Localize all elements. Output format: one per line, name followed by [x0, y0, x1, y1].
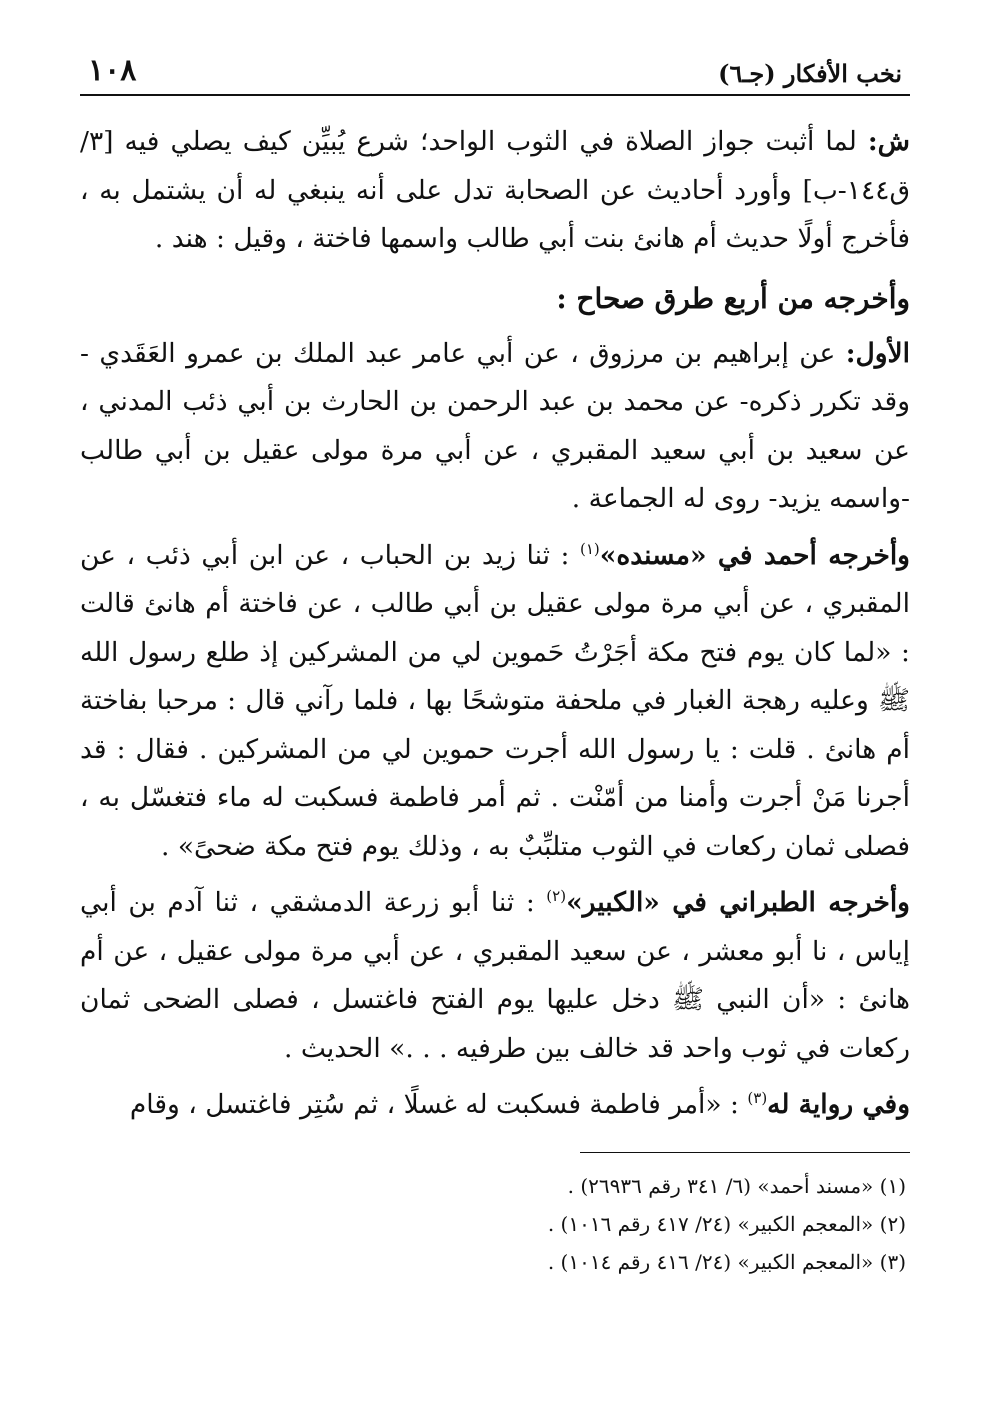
page-number: ١٠٨ — [88, 53, 137, 88]
paragraph-text: لما أثبت جواز الصلاة في الثوب الواحد؛ شرع يُبيِّن كيف يصلي فيه [٣/ق١٤٤-ب] وأورد أحاديث عن الصحابة تدل على أنه ينبغي له أن يشتمل به ، فأخرج أولًا حديث أم هانئ بنت أبي طالب واسمها فاختة ، وقيل : هند . — [80, 126, 910, 254]
footnote-ref: (١) — [579, 539, 600, 558]
footnote-divider — [580, 1152, 910, 1153]
paragraph-tabarani — [80, 879, 910, 1073]
paragraph-lead: وفي رواية له — [767, 1089, 910, 1120]
footnote-item: (٢) «المعجم الكبير» (٢٤/ ٤١٧ رقم ١٠١٦) . — [547, 1211, 906, 1236]
paragraph-text: : «أمر فاطمة فسكبت له غسلًا ، ثم سُتِر فاغتسل ، وقام — [129, 1089, 748, 1120]
footnote-ref: (٣) — [747, 1089, 768, 1108]
paragraph-lead: ش: — [867, 126, 910, 157]
paragraph-text: : ثنا أبو زرعة الدمشقي ، ثنا آدم بن أبي إياس ، نا أبو معشر ، عن سعيد المقبري ، عن أبي مرة مولى عقيل ، عن أم هانئ : «أن النبي ﷺ دخل عليها يوم الفتح فاغتسل ، فصلى الضحى ثمان ركعات في ثوب واحد قد خالف بين طرفيه . . .» الحديث . — [80, 887, 910, 1064]
paragraph-lead: الأول: — [845, 337, 910, 369]
running-header — [80, 40, 910, 96]
footnote-item: (٣) «المعجم الكبير» (٢٤/ ٤١٦ رقم ١٠١٤) . — [547, 1249, 906, 1274]
paragraph-text: عن إبراهيم بن مرزوق ، عن أبي عامر عبد الملك بن عمرو العَقَدي - وقد تكرر ذكره- عن محمد بن عبد الرحمن بن الحارث بن أبي ذئب المدني ، عن سعيد بن أبي سعيد المقبري ، عن أبي مرة مولى عقيل بن أبي طالب -واسمه يزيد- روى له الجماعة . — [80, 337, 910, 514]
paragraph-riwaya — [80, 1081, 910, 1130]
footnotes-list — [80, 1167, 910, 1281]
paragraph-lead: وأخرجه الطبراني في «الكبير» — [566, 887, 910, 918]
page-body — [80, 118, 910, 1130]
paragraph-lead: وأخرجه أحمد في «مسنده» — [599, 539, 910, 571]
section-heading: وأخرجه من أربع طرق صحاح : — [556, 281, 910, 315]
footnote-item: (١) «مسند أحمد» (٦/ ٣٤١ رقم ٢٦٩٣٦) . — [567, 1173, 906, 1198]
book-title: نخب الأفكار (جـ٦) — [718, 59, 902, 88]
paragraph-text: : ثنا زيد بن الحباب ، عن ابن أبي ذئب ، عن المقبري ، عن أبي مرة مولى عقيل بن أبي طالب ، عن فاختة أم هانئ قالت : «لما كان يوم فتح مكة أجَرْتُ حَموين لي من المشركين إذ طلع رسول الله ﷺ وعليه رهجة الغبار في ملحفة متوشحًا بها ، فلما رآني قال : مرحبا بفاختة أم هانئ . قلت : يا رسول الله أجرت حموين لي من المشركين . فقال : قد أجرنا مَنْ أجرت وأمنا من أمّنْت . ثم أمر فاطمة فسكبت له ماء فتغسّل به ، فصلى ثمان ركعات في الثوب متلبِّبٌ به ، وذلك يوم فتح مكة ضحىً» . — [80, 539, 910, 862]
paragraph-ahmad — [80, 532, 910, 872]
book-page — [80, 40, 910, 1380]
paragraph-first-chain — [80, 330, 910, 524]
paragraph-commentary — [80, 118, 910, 264]
footnote-ref: (٢) — [546, 887, 567, 906]
